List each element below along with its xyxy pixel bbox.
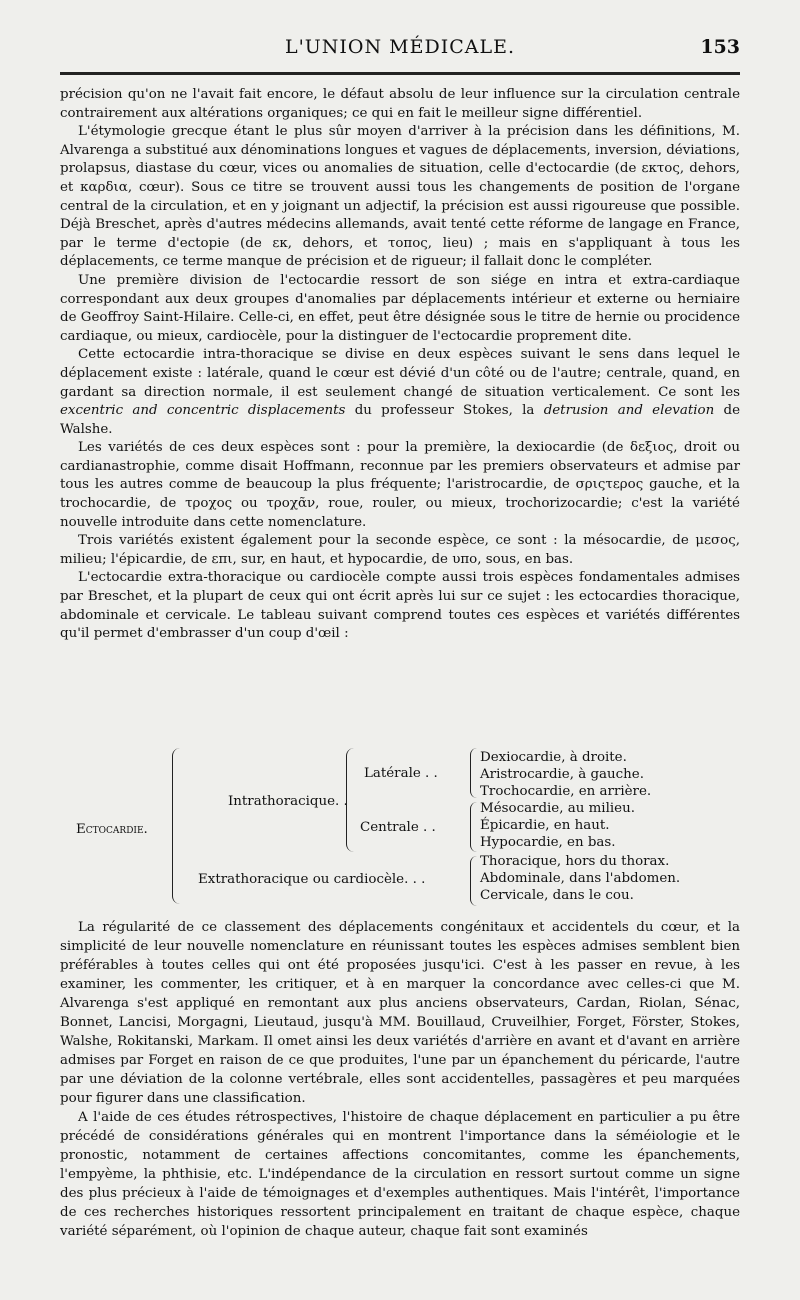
paragraph-text: Cette ectocardie intra-thoracique se divise en deux espèces suivant le sens dans lequel le déplacement existe : latérale, quand le cœur est dévié d'un côté ou de l'autre; centrale, quand, en gardant sa direction normale, il est seulement changé de situation verticalement. Ce sont les bbox=[60, 347, 740, 400]
variety-item: Cervicale, dans le cou. bbox=[480, 888, 634, 903]
variety-item: Abdominale, dans l'abdomen. bbox=[480, 871, 681, 886]
paragraph-text: de Walshe. bbox=[60, 403, 740, 437]
paragraph: L'étymologie grecque étant le plus sûr moyen d'arriver à la précision dans les définitions, M. Alvarenga a substitué aux dénominations longues et vagues de déplacements, inversion, déviations, prolapsus, diastase du cœur, vices ou anomalies de situation, celle d'ectocardie (de εκτος, dehors, et καρδια, cœur). Sous ce titre se trouvent aussi tous les changements de position de l'organe central de la circulation, et en y joignant un adjectif, la précision est aussi rigoureuse que possible. Déjà Breschet, après d'autres médecins allemands, avait tenté cette réforme de langage en France, par le terme d'ectopie (de εκ, dehors, et τοπος, lieu) ; mais en s'appliquant à tous les déplacements, ce terme manque de précision et de rigueur; il fallait donc le compléter. bbox=[60, 124, 741, 270]
extra-brace bbox=[470, 856, 477, 906]
paragraph: A l'aide de ces études rétrospectives, l'histoire de chaque déplacement en particulier a pu être précédé de considérations générales qui en montrent l'importance dans la séméiologie et le pronostic, notamment de certaines affections concomitantes, comme les épanchements, l'empyème, la phthisie, etc. L'indépendance de la circulation en ressort surtout comme un signe des plus précieux à l'aide de témoignages et d'exemples authentiques. Mais l'intérêt, l'importance de ces recherches historiques ressortent principalement en traitant de chaque espèce, chaque variété séparément, où l'opinion de chaque auteur, chaque fait sont examinés bbox=[60, 1110, 740, 1239]
intra-brace bbox=[346, 748, 354, 852]
paragraph: Une première division de l'ectocardie ressort de son siége en intra et extra-cardiaque correspondant aux deux groupes d'anomalies par déplacements intérieur et externe ou herniaire de Geoffroy Saint-Hilaire. Celle-ci, en effet, peut être désignée sous le titre de hernie ou procidence cardiaque, ou mieux, cardiocèle, pour la distinguer de l'ectocardie proprement dite. bbox=[60, 272, 740, 344]
centrale-label: Centrale . . bbox=[360, 820, 436, 835]
variety-item: Thoracique, hors du thorax. bbox=[480, 854, 670, 869]
variety-item: Aristrocardie, à gauche. bbox=[480, 767, 644, 782]
laterale-label: Latérale . . bbox=[364, 766, 438, 781]
paragraph: précision qu'on ne l'avait fait encore, le défaut absolu de leur influence sur la circulation centrale contrairement aux altérations organiques; ce qui en fait le meilleur signe différentiel. bbox=[60, 87, 740, 121]
paragraph-text: du professeur Stokes, la bbox=[345, 403, 544, 419]
variety-item: Mésocardie, au milieu. bbox=[480, 801, 635, 816]
running-head bbox=[60, 32, 740, 62]
page-number: 153 bbox=[700, 36, 740, 58]
variety-item: Épicardie, en haut. bbox=[480, 818, 610, 833]
classification-table bbox=[60, 744, 740, 910]
paragraph: Les variétés de ces deux espèces sont : pour la première, la dexiocardie (de δεξιος, droit ou cardianastrophie, comme disait Hoffmann, reconnue par les premiers observateurs et admise par tous les autres comme de beaucoup la plus fréquente; l'aristrocardie, de σριςτερος gauche, et la trochocardie, de τροχος ou τροχᾶν, roue, rouler, ou mieux, trochorizocardie; c'est la variété nouvelle introduite dans cette nomenclature. bbox=[60, 440, 740, 530]
root-brace bbox=[172, 748, 181, 904]
variety-item: Hypocardie, en bas. bbox=[480, 835, 616, 850]
variety-item: Trochocardie, en arrière. bbox=[480, 784, 652, 799]
body-text-bottom bbox=[60, 918, 740, 1241]
body-text-top bbox=[60, 86, 740, 644]
header-rule bbox=[60, 72, 740, 75]
paragraph: Trois variétés existent également pour la seconde espèce, ce sont : la mésocardie, de μεσος, milieu; l'épicardie, de επι, sur, en haut, et hypocardie, de υπο, sous, en bas. bbox=[60, 533, 740, 567]
journal-title: L'UNION MÉDICALE. bbox=[284, 36, 516, 58]
extrathoracic-label: Extrathoracique ou cardiocèle. . . bbox=[198, 872, 426, 887]
intrathoracic-label: Intrathoracique. . bbox=[228, 794, 348, 809]
paragraph: La régularité de ce classement des déplacements congénitaux et accidentels du cœur, et la simplicité de leur nouvelle nomenclature en réunissant toutes les espèces admises semblent bien préférables à toutes celles qui ont été proposées jusqu'ici. C'est à les passer en revue, à les examiner, les commenter, les critiquer, et à en marquer la concordance avec celles-ci que M. Alvarenga s'est appliqué en remontant aux plus anciens observateurs, Cardan, Riolan, Sénac, Bonnet, Lancisi, Morgagni, Lieutaud, jusqu'à MM. Bouillaud, Cruveilhier, Forget, Förster, Stokes, Walshe, Rokitanski, Markam. Il omet ainsi les deux variétés d'arrière en avant et d'avant en arrière admises par Forget en raison de ce que produites, l'une par un épanchement du péricarde, l'autre par une déviation de la colonne vertébrale, elles sont accidentelles, passagères et peu marquées pour figurer dans une classification. bbox=[60, 920, 740, 1106]
italic-citation: excentric and concentric displacements bbox=[60, 403, 346, 419]
paragraph bbox=[60, 346, 740, 439]
laterale-brace bbox=[470, 748, 477, 798]
centrale-brace bbox=[470, 802, 477, 852]
table-root-label: Ectocardie. bbox=[76, 822, 148, 837]
italic-citation: detrusion and elevation bbox=[543, 403, 715, 419]
variety-item: Dexiocardie, à droite. bbox=[480, 750, 627, 765]
paragraph: L'ectocardie extra-thoracique ou cardiocèle compte aussi trois espèces fondamentales admises par Breschet, et la plupart de ceux qui ont écrit après lui sur ce sujet : les ectocardies thoracique, abdominale et cervicale. Le tableau suivant comprend toutes ces espèces et variétés différentes qu'il permet d'embrasser d'un coup d'œil : bbox=[60, 570, 740, 642]
